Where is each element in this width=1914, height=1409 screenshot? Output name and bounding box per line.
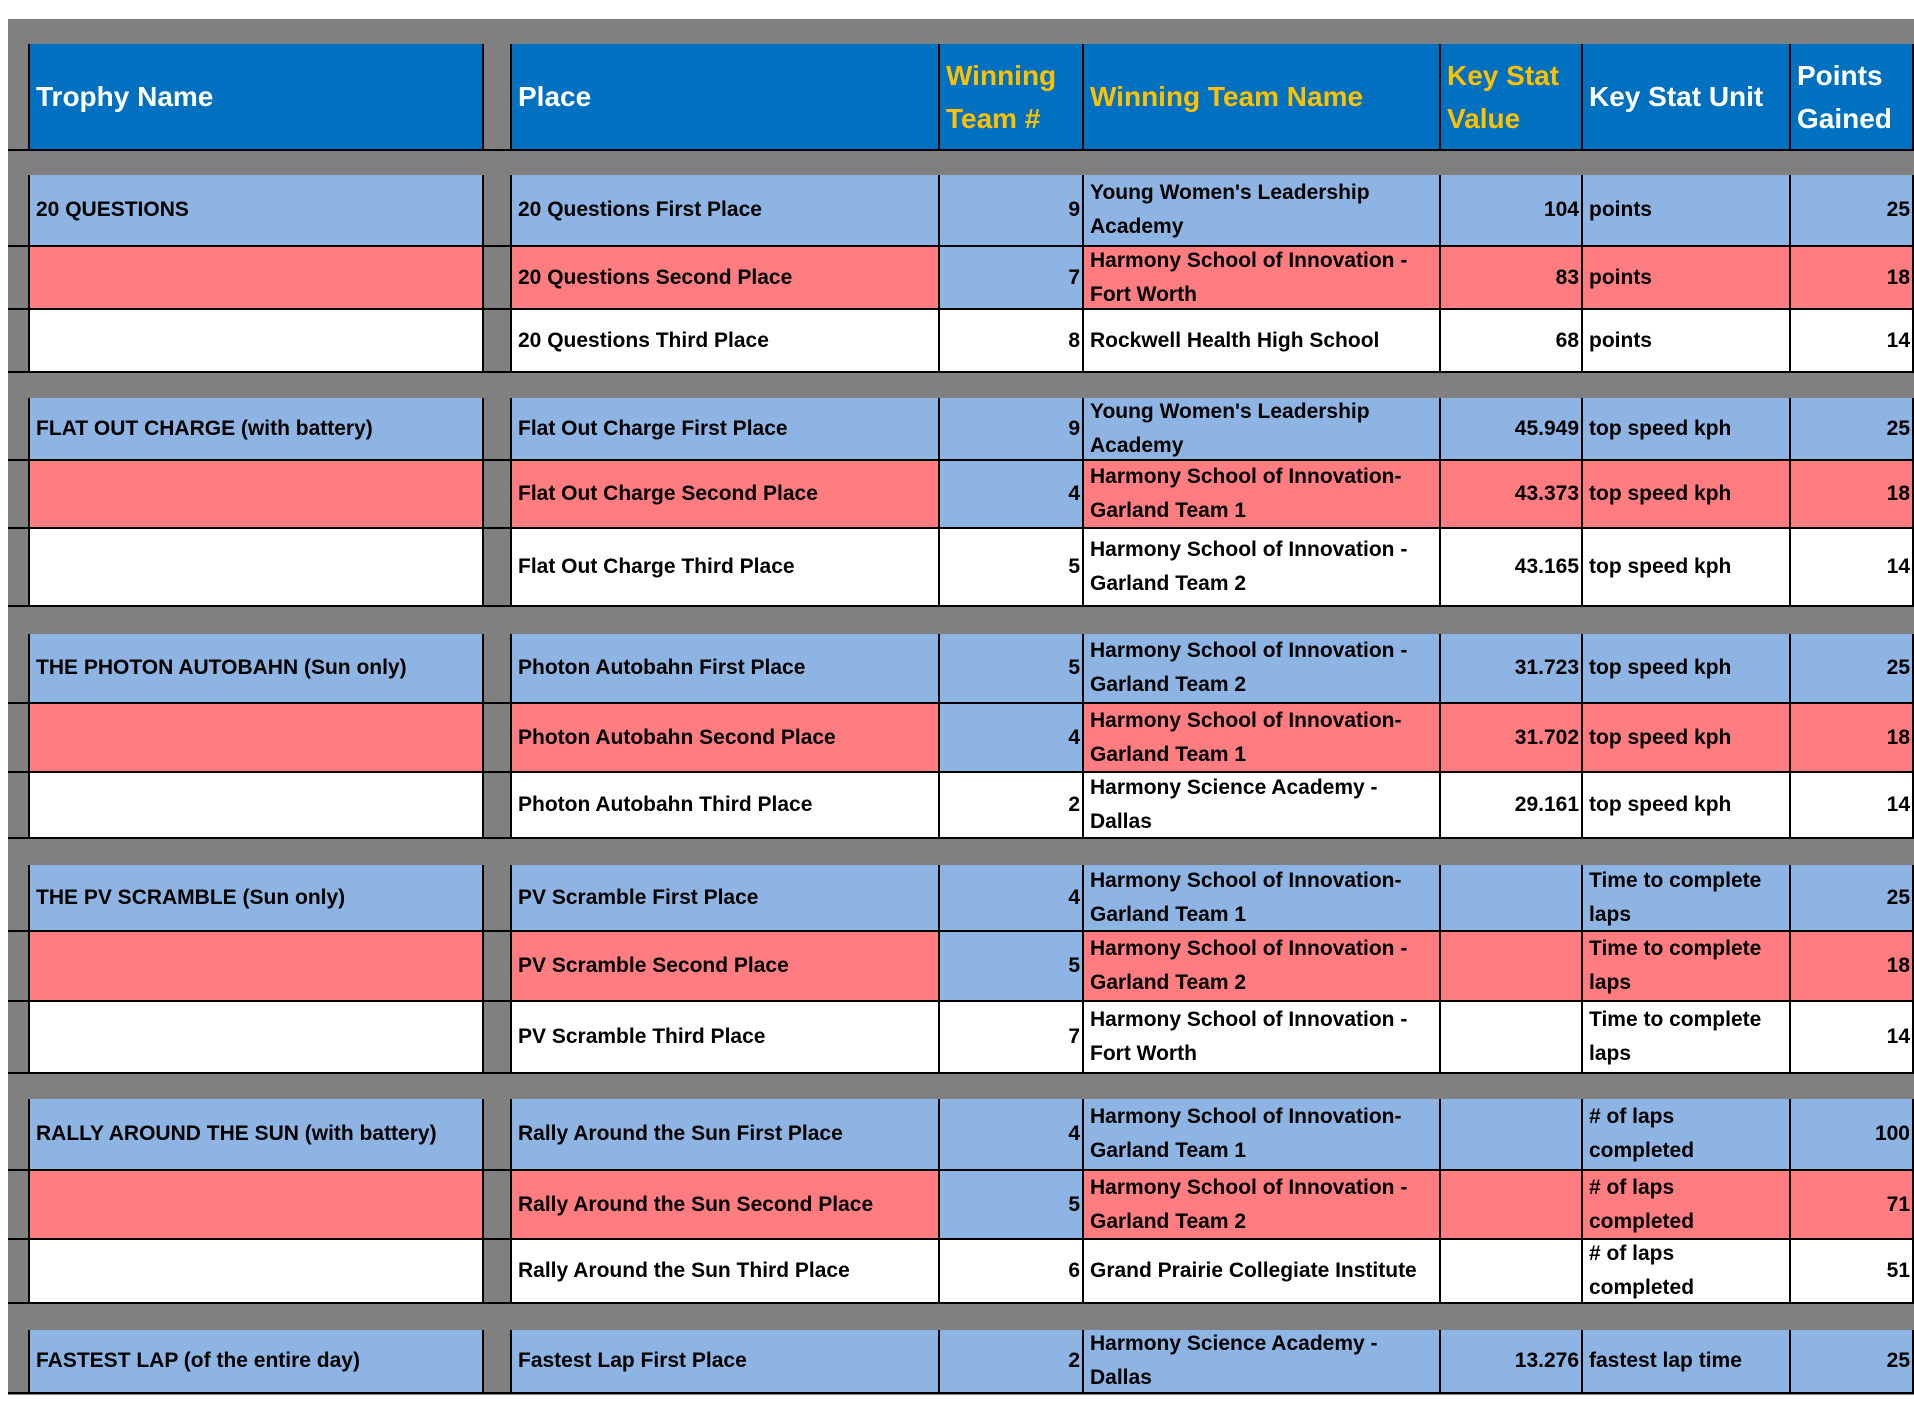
- trophy-name-empty: [30, 529, 484, 607]
- stat-value-cell: 68: [1441, 310, 1583, 373]
- team-number-cell: 4: [940, 704, 1084, 773]
- stat-value-cell: [1441, 865, 1583, 932]
- team-number-cell: 5: [940, 529, 1084, 607]
- trophy-name-empty: [30, 704, 484, 773]
- points-cell: 14: [1791, 1002, 1914, 1074]
- trophy-name: FLAT OUT CHARGE (with battery): [30, 398, 484, 461]
- stat-unit-cell: top speed kph: [1583, 634, 1791, 704]
- row-gutter: [8, 529, 30, 607]
- team-number-cell: 9: [940, 175, 1084, 247]
- team-name-cell: Harmony School of Innovation - Garland Team 2: [1084, 529, 1441, 607]
- team-number-cell: 5: [940, 1171, 1084, 1240]
- place-cell: Photon Autobahn Second Place: [512, 704, 940, 773]
- team-number-cell: 4: [940, 1099, 1084, 1171]
- team-name-cell: Young Women's Leadership Academy: [1084, 398, 1441, 461]
- row-gutter: [8, 773, 30, 839]
- row-gutter: [8, 44, 30, 151]
- row-gutter: [8, 1171, 30, 1240]
- stat-unit-cell: points: [1583, 175, 1791, 247]
- place-cell: 20 Questions First Place: [512, 175, 940, 247]
- stat-value-cell: 43.373: [1441, 461, 1583, 529]
- team-name-cell: Young Women's Leadership Academy: [1084, 175, 1441, 247]
- stat-unit-cell: points: [1583, 310, 1791, 373]
- trophy-name-empty: [30, 1171, 484, 1240]
- trophy-name-empty: [30, 932, 484, 1002]
- column-gutter: [484, 932, 512, 1002]
- team-number-cell: 5: [940, 634, 1084, 704]
- stat-value-cell: [1441, 1240, 1583, 1304]
- team-name-cell: Harmony School of Innovation - Garland Team 2: [1084, 932, 1441, 1002]
- team-number-cell: 2: [940, 1330, 1084, 1394]
- team-number-cell: 4: [940, 865, 1084, 932]
- row-gutter: [8, 932, 30, 1002]
- points-cell: 51: [1791, 1240, 1914, 1304]
- stat-unit-cell: fastest lap time: [1583, 1330, 1791, 1394]
- place-cell: PV Scramble Third Place: [512, 1002, 940, 1074]
- column-gutter: [484, 1002, 512, 1074]
- trophy-name: RALLY AROUND THE SUN (with battery): [30, 1099, 484, 1171]
- place-cell: Photon Autobahn Third Place: [512, 773, 940, 839]
- column-gutter: [484, 1330, 512, 1394]
- trophy-name: FASTEST LAP (of the entire day): [30, 1330, 484, 1394]
- points-cell: 100: [1791, 1099, 1914, 1171]
- row-gutter: [8, 398, 30, 461]
- points-cell: 14: [1791, 773, 1914, 839]
- stat-value-cell: [1441, 1171, 1583, 1240]
- column-gutter: [484, 398, 512, 461]
- row-gutter: [8, 1002, 30, 1074]
- trophy-name-empty: [30, 1240, 484, 1304]
- header-place: Place: [512, 44, 940, 151]
- header-winning-team-num: Winning Team #: [940, 44, 1084, 151]
- points-cell: 25: [1791, 398, 1914, 461]
- trophy-name-empty: [30, 461, 484, 529]
- stat-value-cell: 45.949: [1441, 398, 1583, 461]
- row-gutter: [8, 634, 30, 704]
- place-cell: Flat Out Charge Third Place: [512, 529, 940, 607]
- trophy-name-empty: [30, 1002, 484, 1074]
- place-cell: Flat Out Charge First Place: [512, 398, 940, 461]
- points-cell: 18: [1791, 704, 1914, 773]
- stat-value-cell: 31.702: [1441, 704, 1583, 773]
- row-gutter: [8, 1099, 30, 1171]
- stat-unit-cell: top speed kph: [1583, 398, 1791, 461]
- points-cell: 71: [1791, 1171, 1914, 1240]
- header-key-stat-unit: Key Stat Unit: [1583, 44, 1791, 151]
- stat-unit-cell: # of laps completed: [1583, 1099, 1791, 1171]
- stat-unit-cell: top speed kph: [1583, 773, 1791, 839]
- header-key-stat-value: Key Stat Value: [1441, 44, 1583, 151]
- points-cell: 25: [1791, 175, 1914, 247]
- team-name-cell: Rockwell Health High School: [1084, 310, 1441, 373]
- team-name-cell: Harmony School of Innovation - Garland Team 2: [1084, 1171, 1441, 1240]
- column-gutter: [484, 865, 512, 932]
- place-cell: PV Scramble First Place: [512, 865, 940, 932]
- place-cell: Flat Out Charge Second Place: [512, 461, 940, 529]
- trophy-name: THE PV SCRAMBLE (Sun only): [30, 865, 484, 932]
- team-name-cell: Harmony School of Innovation - Fort Worth: [1084, 1002, 1441, 1074]
- column-gutter: [484, 1099, 512, 1171]
- place-cell: 20 Questions Third Place: [512, 310, 940, 373]
- trophy-name-empty: [30, 773, 484, 839]
- header-trophy-name: Trophy Name: [30, 44, 484, 151]
- results-table: [8, 19, 1914, 1395]
- place-cell: Fastest Lap First Place: [512, 1330, 940, 1394]
- row-gutter: [8, 865, 30, 932]
- team-name-cell: Grand Prairie Collegiate Institute: [1084, 1240, 1441, 1304]
- stat-value-cell: 31.723: [1441, 634, 1583, 704]
- row-gutter: [8, 175, 30, 247]
- team-number-cell: 9: [940, 398, 1084, 461]
- column-gutter: [484, 310, 512, 373]
- column-gutter: [484, 529, 512, 607]
- team-name-cell: Harmony School of Innovation- Garland Team 1: [1084, 704, 1441, 773]
- place-cell: 20 Questions Second Place: [512, 247, 940, 310]
- team-number-cell: 4: [940, 461, 1084, 529]
- row-gutter: [8, 461, 30, 529]
- points-cell: 14: [1791, 310, 1914, 373]
- column-gutter: [484, 44, 512, 151]
- points-cell: 14: [1791, 529, 1914, 607]
- stat-value-cell: [1441, 1002, 1583, 1074]
- column-gutter: [484, 1171, 512, 1240]
- points-cell: 25: [1791, 865, 1914, 932]
- stat-unit-cell: top speed kph: [1583, 704, 1791, 773]
- team-number-cell: 5: [940, 932, 1084, 1002]
- stat-unit-cell: points: [1583, 247, 1791, 310]
- trophy-name: 20 QUESTIONS: [30, 175, 484, 247]
- stat-unit-cell: Time to complete laps: [1583, 1002, 1791, 1074]
- place-cell: PV Scramble Second Place: [512, 932, 940, 1002]
- team-name-cell: Harmony School of Innovation - Fort Worth: [1084, 247, 1441, 310]
- team-number-cell: 7: [940, 1002, 1084, 1074]
- team-name-cell: Harmony School of Innovation - Garland Team 2: [1084, 634, 1441, 704]
- place-cell: Rally Around the Sun First Place: [512, 1099, 940, 1171]
- stat-value-cell: 104: [1441, 175, 1583, 247]
- stat-unit-cell: Time to complete laps: [1583, 865, 1791, 932]
- stat-value-cell: 43.165: [1441, 529, 1583, 607]
- team-name-cell: Harmony School of Innovation- Garland Team 1: [1084, 1099, 1441, 1171]
- team-name-cell: Harmony Science Academy - Dallas: [1084, 1330, 1441, 1394]
- header-winning-team-name: Winning Team Name: [1084, 44, 1441, 151]
- points-cell: 25: [1791, 634, 1914, 704]
- column-gutter: [484, 634, 512, 704]
- trophy-name: THE PHOTON AUTOBAHN (Sun only): [30, 634, 484, 704]
- stat-unit-cell: # of laps completed: [1583, 1240, 1791, 1304]
- row-gutter: [8, 310, 30, 373]
- row-gutter: [8, 1240, 30, 1304]
- column-gutter: [484, 1240, 512, 1304]
- header-points-gained: Points Gained: [1791, 44, 1914, 151]
- team-number-cell: 8: [940, 310, 1084, 373]
- column-gutter: [484, 704, 512, 773]
- team-number-cell: 7: [940, 247, 1084, 310]
- team-number-cell: 2: [940, 773, 1084, 839]
- stat-unit-cell: # of laps completed: [1583, 1171, 1791, 1240]
- team-name-cell: Harmony School of Innovation- Garland Team 1: [1084, 865, 1441, 932]
- team-number-cell: 6: [940, 1240, 1084, 1304]
- stat-value-cell: [1441, 1099, 1583, 1171]
- trophy-name-empty: [30, 247, 484, 310]
- place-cell: Rally Around the Sun Third Place: [512, 1240, 940, 1304]
- points-cell: 18: [1791, 247, 1914, 310]
- points-cell: 18: [1791, 461, 1914, 529]
- stat-value-cell: 83: [1441, 247, 1583, 310]
- points-cell: 25: [1791, 1330, 1914, 1394]
- stat-value-cell: 29.161: [1441, 773, 1583, 839]
- column-gutter: [484, 461, 512, 529]
- trophy-name-empty: [30, 310, 484, 373]
- column-gutter: [484, 175, 512, 247]
- points-cell: 18: [1791, 932, 1914, 1002]
- stat-unit-cell: Time to complete laps: [1583, 932, 1791, 1002]
- column-gutter: [484, 773, 512, 839]
- row-gutter: [8, 247, 30, 310]
- team-name-cell: Harmony Science Academy - Dallas: [1084, 773, 1441, 839]
- row-gutter: [8, 704, 30, 773]
- stat-value-cell: [1441, 932, 1583, 1002]
- stat-unit-cell: top speed kph: [1583, 529, 1791, 607]
- place-cell: Photon Autobahn First Place: [512, 634, 940, 704]
- column-gutter: [484, 247, 512, 310]
- stat-value-cell: 13.276: [1441, 1330, 1583, 1394]
- place-cell: Rally Around the Sun Second Place: [512, 1171, 940, 1240]
- stat-unit-cell: top speed kph: [1583, 461, 1791, 529]
- row-gutter: [8, 1330, 30, 1394]
- team-name-cell: Harmony School of Innovation- Garland Team 1: [1084, 461, 1441, 529]
